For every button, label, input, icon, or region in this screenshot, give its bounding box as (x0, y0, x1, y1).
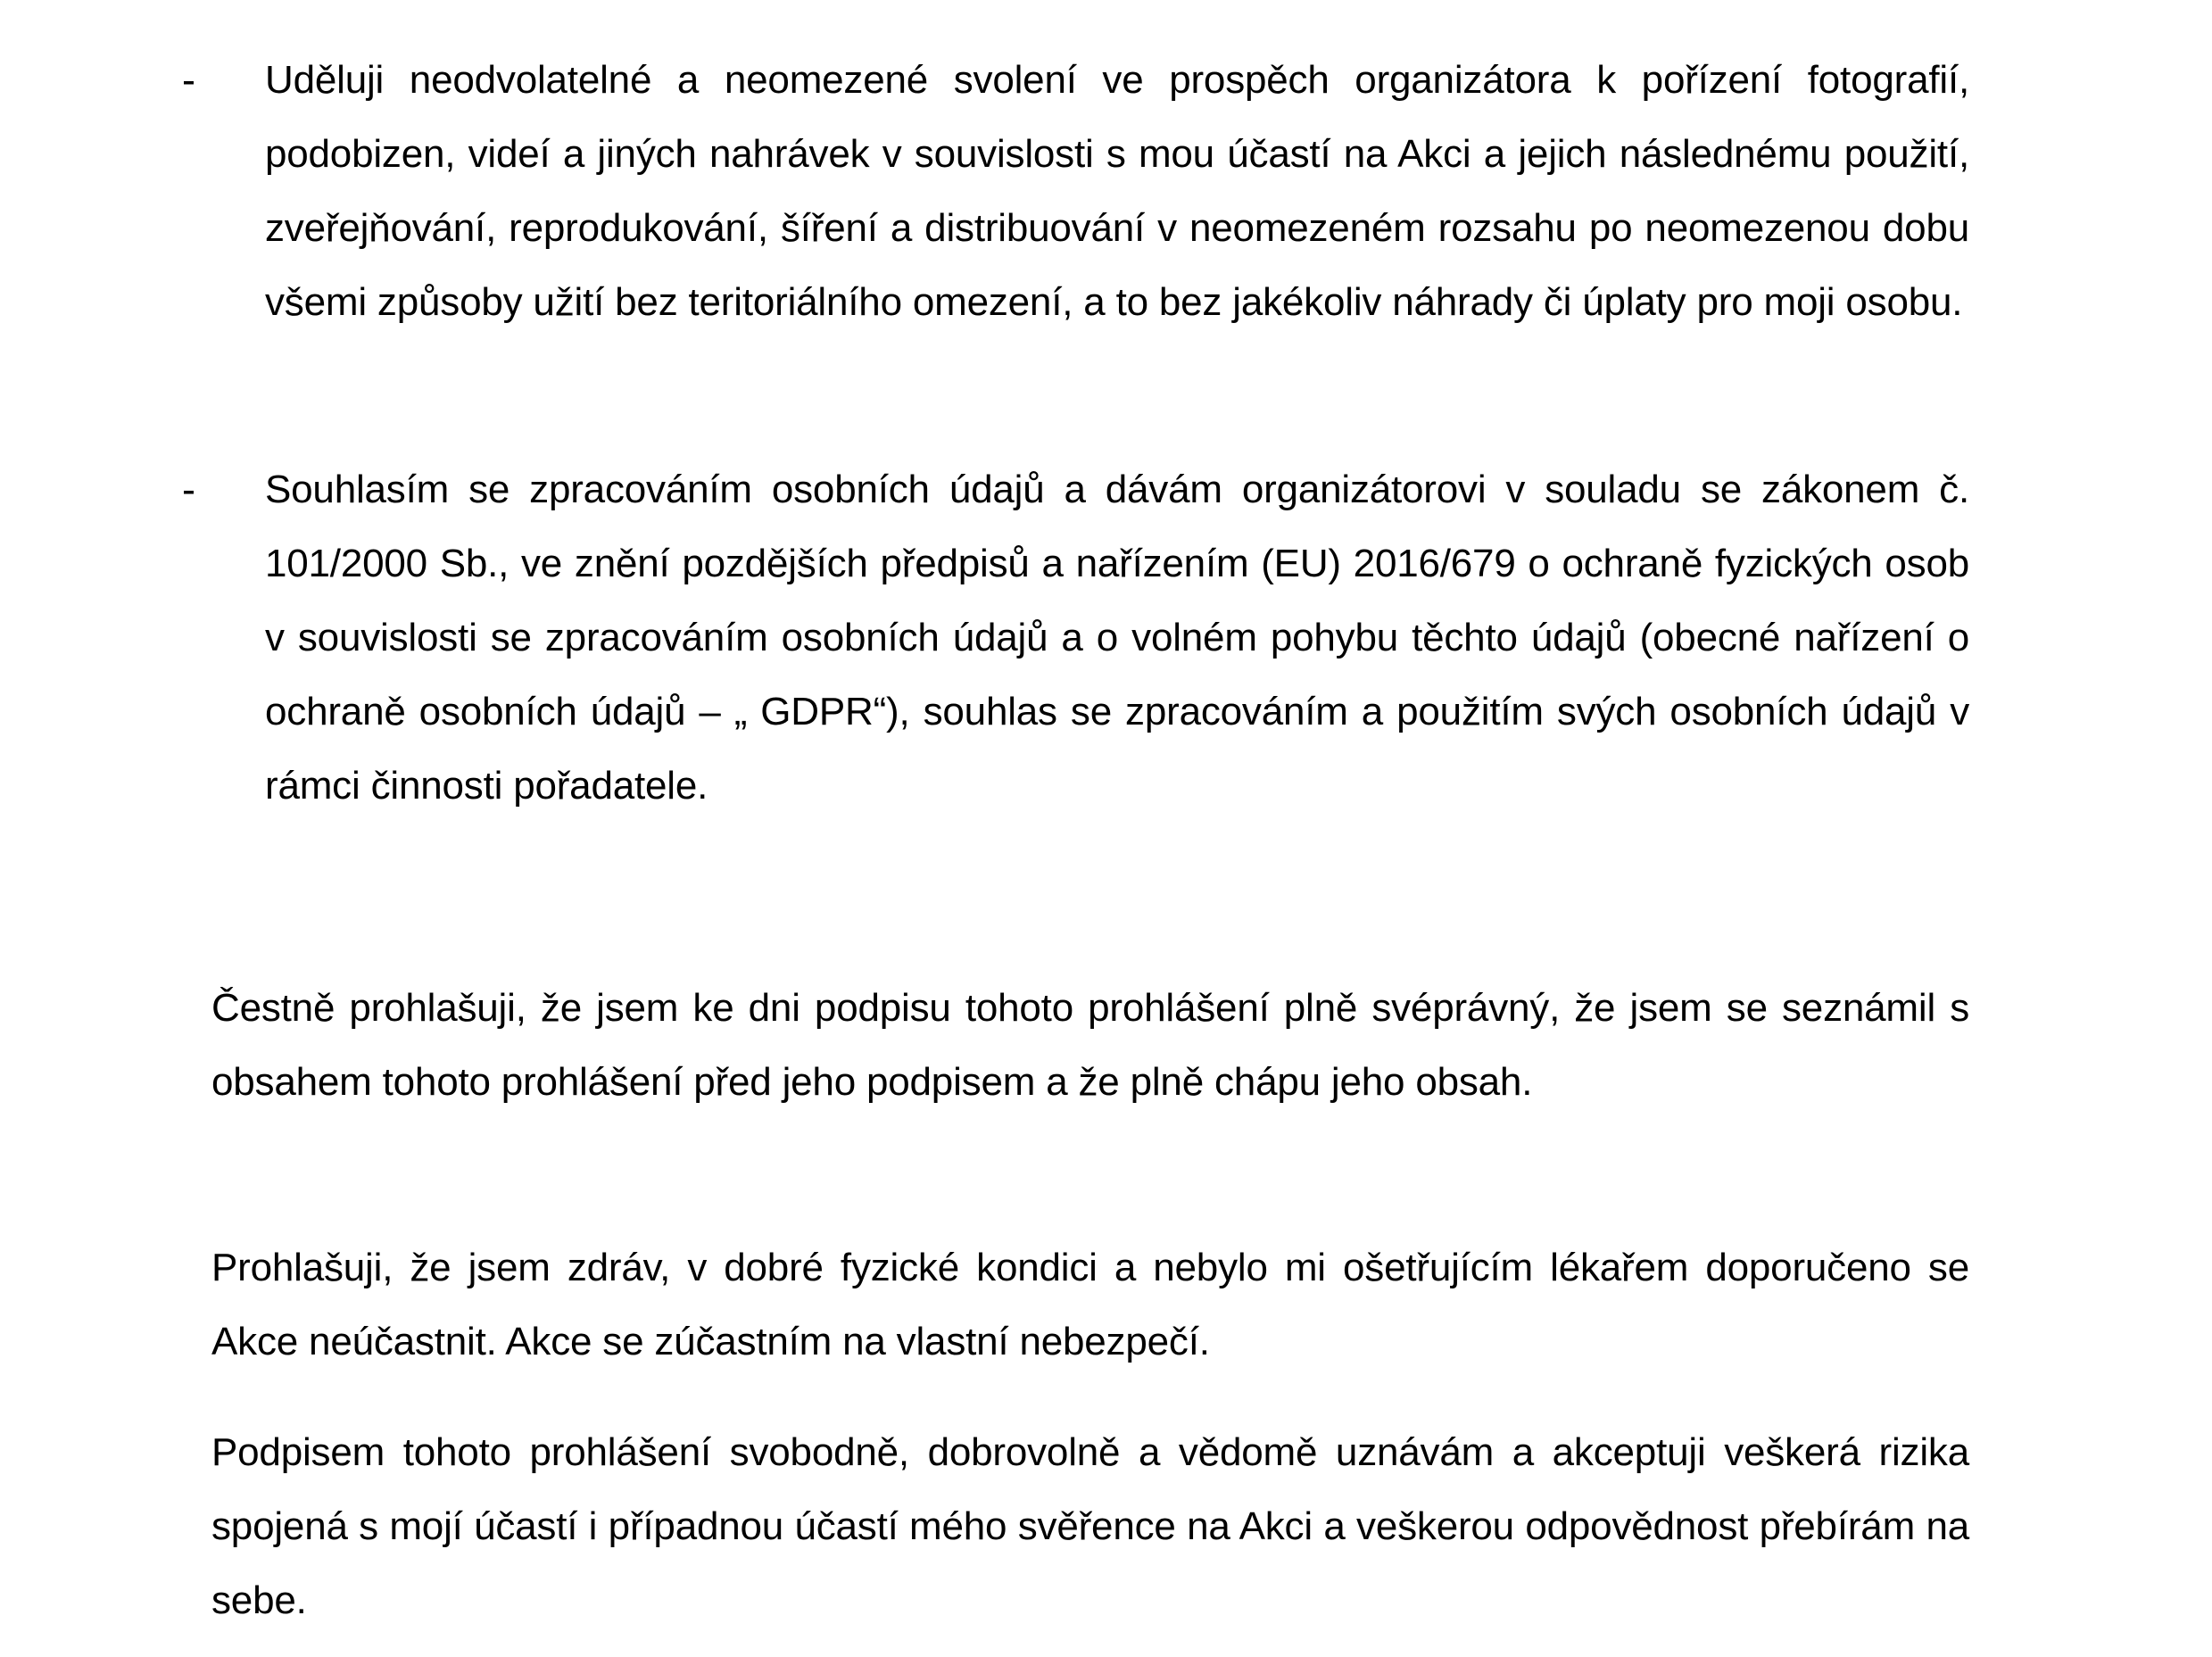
declaration-capacity-paragraph: Čestně prohlašuji, že jsem ke dni podpisu tohoto prohlášení plně svéprávný, že jsem se seznámil s obsahem tohoto prohlášení před jeho podpisem a že plně chápu jeho obsah. (211, 986, 1969, 1104)
bullet-marker: - (182, 57, 195, 103)
declaration-health-paragraph: Prohlašuji, že jsem zdráv, v dobré fyzické kondici a nebylo mi ošetřujícím lékařem doporučeno se Akce neúčastnit. Akce se zúčastním na vlastní nebezpečí. (211, 1246, 1969, 1363)
bullet-text: Souhlasím se zpracováním osobních údajů a dávám organizátorovi v souladu se zákonem č. 101/2000 Sb., ve znění pozdějších předpisů a nařízením (EU) 2016/679 o ochraně fyzických osob v souvislosti se zpracováním osobních údajů a o volném pohybu těchto údajů (obecné nařízení o ochraně osobních údajů – „ GDPR“), souhlas se zpracováním a použitím svých osobních údajů v rámci činnosti pořadatele. (265, 468, 1969, 808)
bullet-text: Uděluji neodvolatelné a neomezené svolení ve prospěch organizátora k pořízení fotografií, podobizen, videí a jiných nahrávek v souvislosti s mou účastí na Akci a jejich následnému použití, zveřejňování, reprodukování, šíření a distribuování v neomezeném rozsahu po neomezenou dobu všemi způsoby užití bez teritoriálního omezení, a to bez jakékoliv náhrady či úplaty pro moji osobu. (265, 58, 1969, 324)
declaration-risk-paragraph: Podpisem tohoto prohlášení svobodně, dobrovolně a vědomě uznávám a akceptuji veškerá rizika spojená s mojí účastí i případnou účastí mého svěřence na Akci a veškerou odpovědnost přebírám na sebe. (211, 1430, 1969, 1622)
bullet-marker: - (182, 467, 195, 512)
